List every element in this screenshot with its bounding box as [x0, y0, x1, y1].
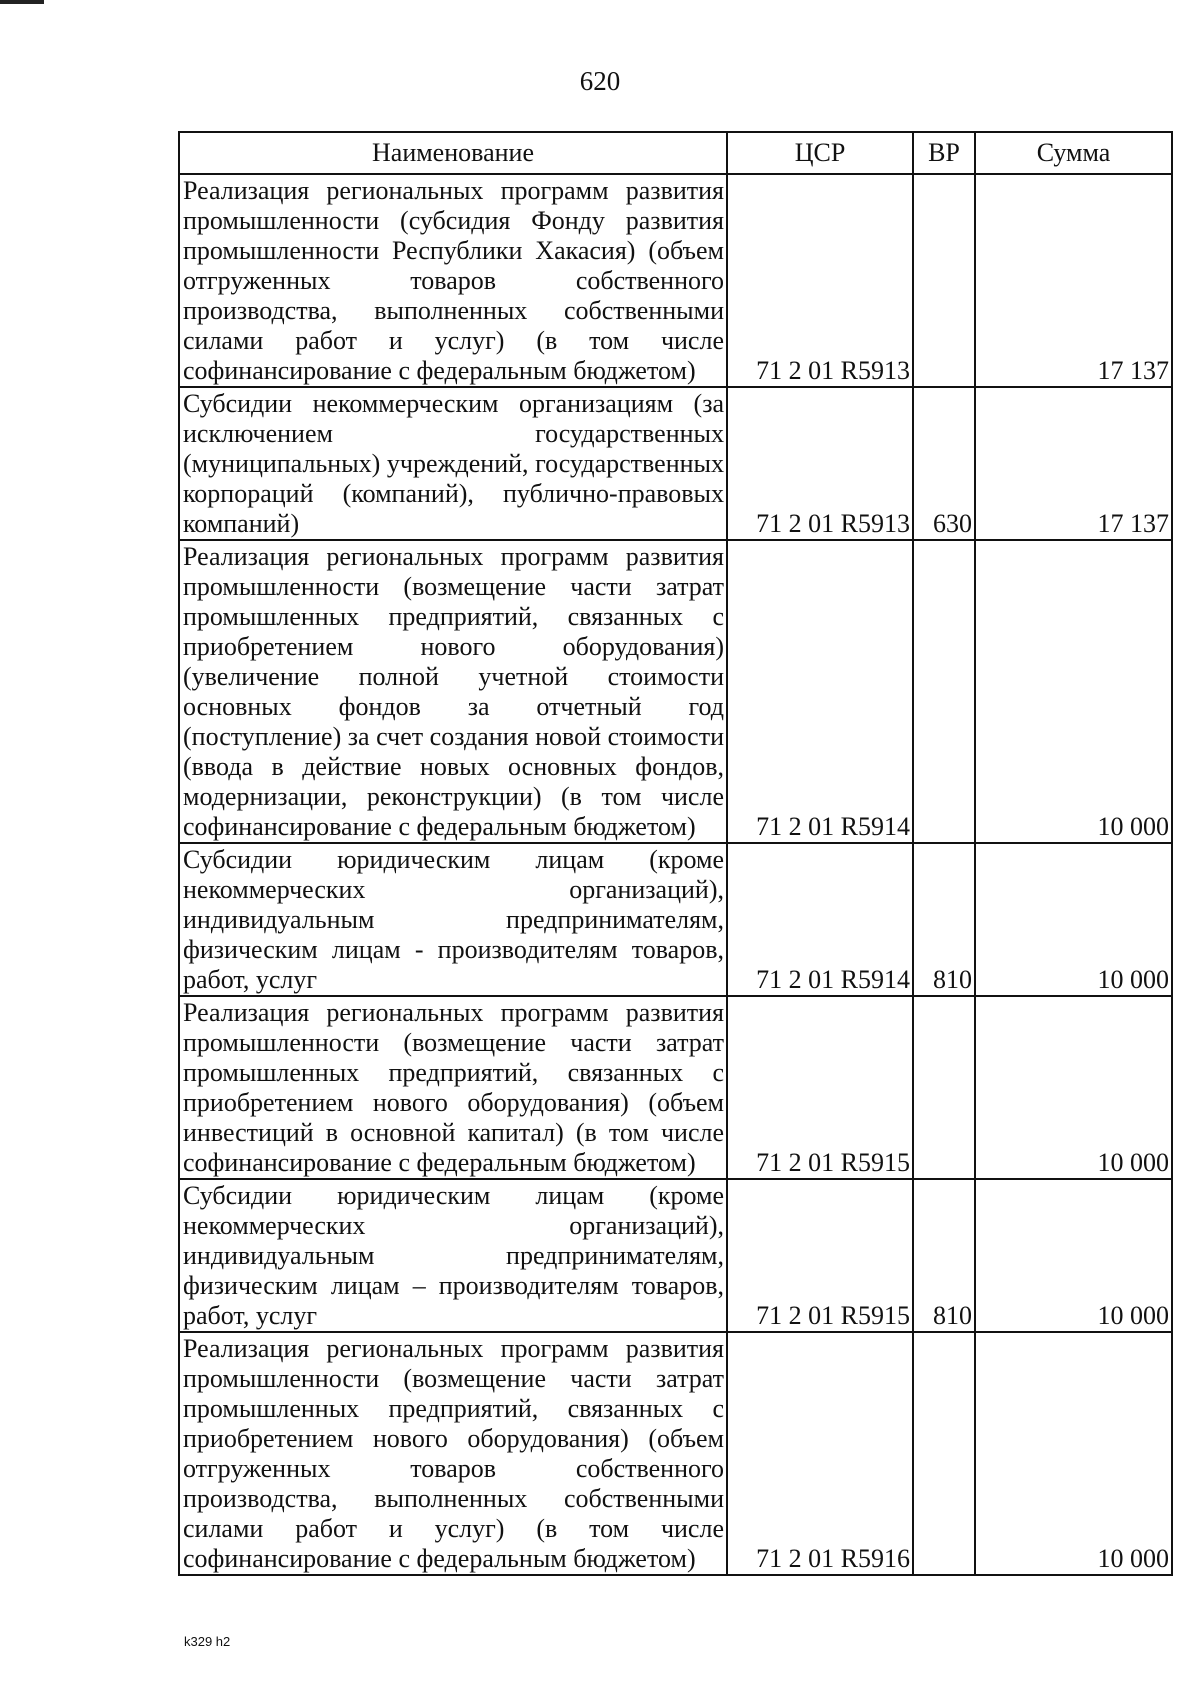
row-vr	[913, 540, 975, 843]
table-row	[179, 996, 1172, 1179]
row-csr: 71 2 01 R5913	[727, 174, 913, 387]
row-csr: 71 2 01 R5914	[727, 843, 913, 996]
row-name: Субсидии некоммерческим организациям (за исключением государственных (муниципальных) учреждений, государственных корпораций (компаний), публично-правовых компаний)	[179, 387, 727, 540]
row-csr: 71 2 01 R5913	[727, 387, 913, 540]
scan-corner-mark	[0, 0, 44, 4]
row-sum: 10 000	[975, 1332, 1172, 1575]
row-name: Реализация региональных программ развития промышленности (субсидия Фонду развития промышленности Республики Хакасия) (объем отгруженных товаров собственного производства, выполненных собственными силами работ и услуг) (в том числе софинансирование с федеральным бюджетом)	[179, 174, 727, 387]
row-vr	[913, 1332, 975, 1575]
row-sum: 10 000	[975, 1179, 1172, 1332]
table-row	[179, 1179, 1172, 1332]
row-name: Реализация региональных программ развития промышленности (возмещение части затрат промышленных предприятий, связанных с приобретением нового оборудования) (объем отгруженных товаров собственного производства, выполненных собственными силами работ и услуг) (в том числе софинансирование с федеральным бюджетом)	[179, 1332, 727, 1575]
page-number: 620	[579, 66, 621, 96]
row-vr	[913, 174, 975, 387]
header-csr: ЦСР	[727, 132, 913, 174]
row-csr: 71 2 01 R5915	[727, 996, 913, 1179]
row-csr: 71 2 01 R5916	[727, 1332, 913, 1575]
header-vr: ВР	[913, 132, 975, 174]
row-name: Субсидии юридическим лицам (кроме некоммерческих организаций), индивидуальным предпринимателям, физическим лицам - производителям товаров, работ, услуг	[179, 843, 727, 996]
table-body	[179, 174, 1172, 1575]
table-row	[179, 843, 1172, 996]
header-row	[179, 132, 1172, 174]
row-name: Субсидии юридическим лицам (кроме некоммерческих организаций), индивидуальным предпринимателям, физическим лицам – производителям товаров, работ, услуг	[179, 1179, 727, 1332]
budget-table	[178, 131, 1173, 1576]
row-name: Реализация региональных программ развития промышленности (возмещение части затрат промышленных предприятий, связанных с приобретением нового оборудования) (объем инвестиций в основной капитал) (в том числе софинансирование с федеральным бюджетом)	[179, 996, 727, 1179]
table-row	[179, 174, 1172, 387]
row-sum: 10 000	[975, 540, 1172, 843]
row-vr: 630	[913, 387, 975, 540]
footer-code: k329 h2	[184, 1634, 231, 1649]
header-name: Наименование	[179, 132, 727, 174]
table-row	[179, 387, 1172, 540]
row-sum: 10 000	[975, 843, 1172, 996]
table-row	[179, 1332, 1172, 1575]
row-sum: 17 137	[975, 174, 1172, 387]
row-sum: 10 000	[975, 996, 1172, 1179]
row-sum: 17 137	[975, 387, 1172, 540]
row-vr	[913, 996, 975, 1179]
row-vr: 810	[913, 1179, 975, 1332]
row-csr: 71 2 01 R5915	[727, 1179, 913, 1332]
header-sum: Сумма	[975, 132, 1172, 174]
row-vr: 810	[913, 843, 975, 996]
row-name: Реализация региональных программ развития промышленности (возмещение части затрат промышленных предприятий, связанных с приобретением нового оборудования) (увеличение полной учетной стоимости основных фондов за отчетный год (поступление) за счет создания новой стоимости (ввода в действие новых основных фондов, модернизации, реконструкции) (в том числе софинансирование с федеральным бюджетом)	[179, 540, 727, 843]
row-csr: 71 2 01 R5914	[727, 540, 913, 843]
table-row	[179, 540, 1172, 843]
table-header	[179, 132, 1172, 174]
